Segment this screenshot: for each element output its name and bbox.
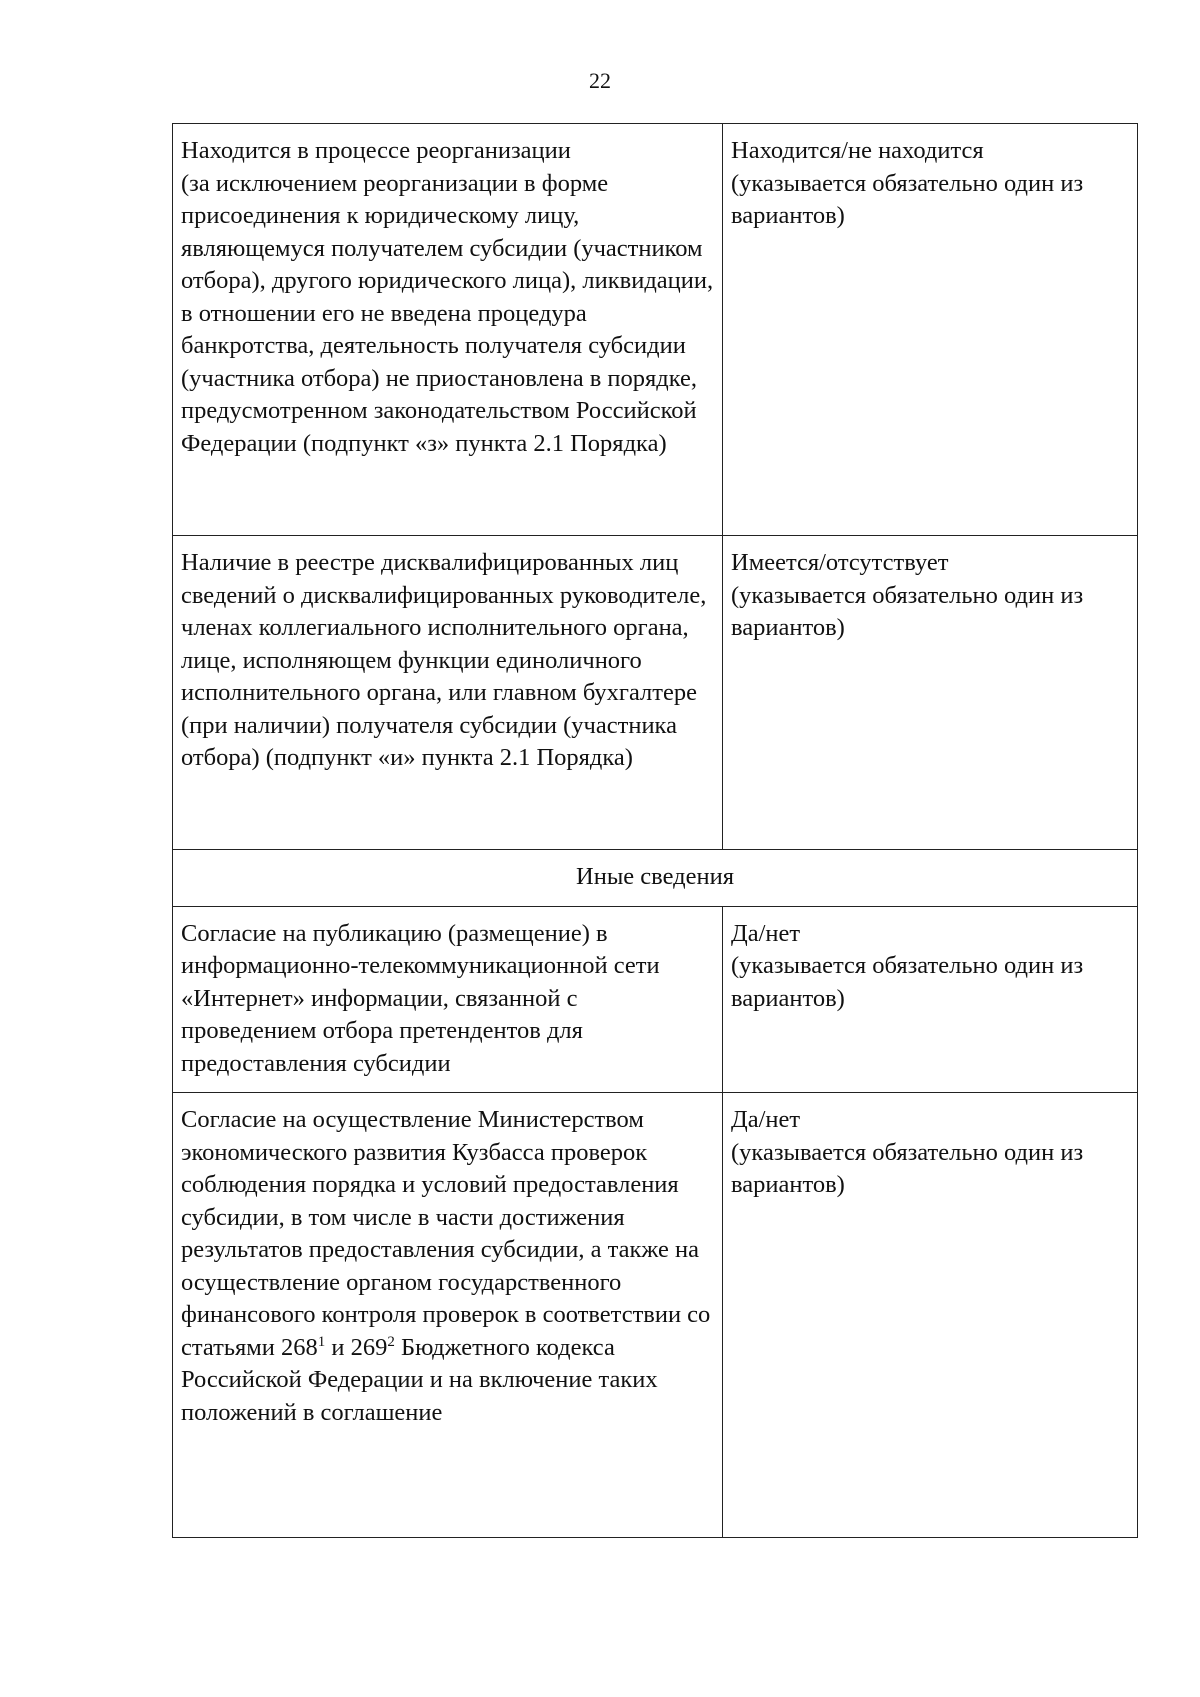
answer-text: Да/нет (указывается обязательно один из вариантов) bbox=[731, 919, 1084, 1012]
table-row bbox=[173, 1093, 1138, 1538]
criterion-text-part: и 269 bbox=[325, 1333, 388, 1361]
answer-cell bbox=[723, 536, 1138, 850]
page-number: 22 bbox=[589, 68, 611, 93]
answer-text: Находится/не находится (указывается обязательно один из вариантов) bbox=[731, 137, 1084, 229]
criterion-text-part: Бюджетного кодекса Российской Федерации и на включение таких положений в соглашение bbox=[181, 1333, 658, 1426]
declaration-table bbox=[172, 123, 1138, 1538]
criterion-text-part: Согласие на осуществление Министерством экономического развития Кузбасса проверок соблюдения порядка и условий предоставления субсидии, в том числе в части достижения результатов предоставления субсидии, а также на осуществление органом государственного финансового контроля проверок в соответствии со статьями 268 bbox=[181, 1106, 711, 1361]
section-row bbox=[173, 850, 1138, 907]
section-title: Иные сведения bbox=[173, 850, 1138, 907]
criterion-text: Наличие в реестре дисквалифицированных лиц сведений о дисквалифицированных руководителе, членах коллегиального исполнительного органа, лице, исполняющем функции единоличного исполнительного органа, или главном бухгалтере (при наличии) получателя субсидии (участника отбора) (подпункт «и» пункта 2.1 Порядка) bbox=[181, 549, 707, 771]
table-row bbox=[173, 124, 1138, 536]
criterion-cell bbox=[173, 906, 723, 1093]
criterion-cell bbox=[173, 124, 723, 536]
answer-text: Да/нет (указывается обязательно один из вариантов) bbox=[731, 1106, 1084, 1198]
criterion-text: Находится в процессе реорганизации (за исключением реорганизации в форме присоединения к юридическому лицу, являющемуся получателем субсидии (участником отбора), другого юридического лица), ликвидации, в отношении его не введена процедура банкротства, деятельность получателя субсидии (участника отбора) не приостановлена в порядке, предусмотренном законодательством Российской Федерации (подпункт «з» пункта 2.1 Порядка) bbox=[181, 137, 714, 457]
answer-cell bbox=[723, 124, 1138, 536]
criterion-text bbox=[181, 1104, 714, 1429]
criterion-cell bbox=[173, 1093, 723, 1538]
answer-cell bbox=[723, 906, 1138, 1093]
criterion-text: Согласие на публикацию (размещение) в информационно-телекоммуникационной сети «Интернет» информации, связанной с проведением отбора претендентов для предоставления субсидии bbox=[181, 919, 660, 1077]
table-row bbox=[173, 536, 1138, 850]
table-row bbox=[173, 906, 1138, 1093]
superscript: 2 bbox=[387, 1333, 395, 1350]
answer-cell bbox=[723, 1093, 1138, 1538]
superscript: 1 bbox=[317, 1333, 326, 1350]
answer-text: Имеется/отсутствует (указывается обязательно один из вариантов) bbox=[731, 549, 1084, 641]
criterion-cell bbox=[173, 536, 723, 850]
